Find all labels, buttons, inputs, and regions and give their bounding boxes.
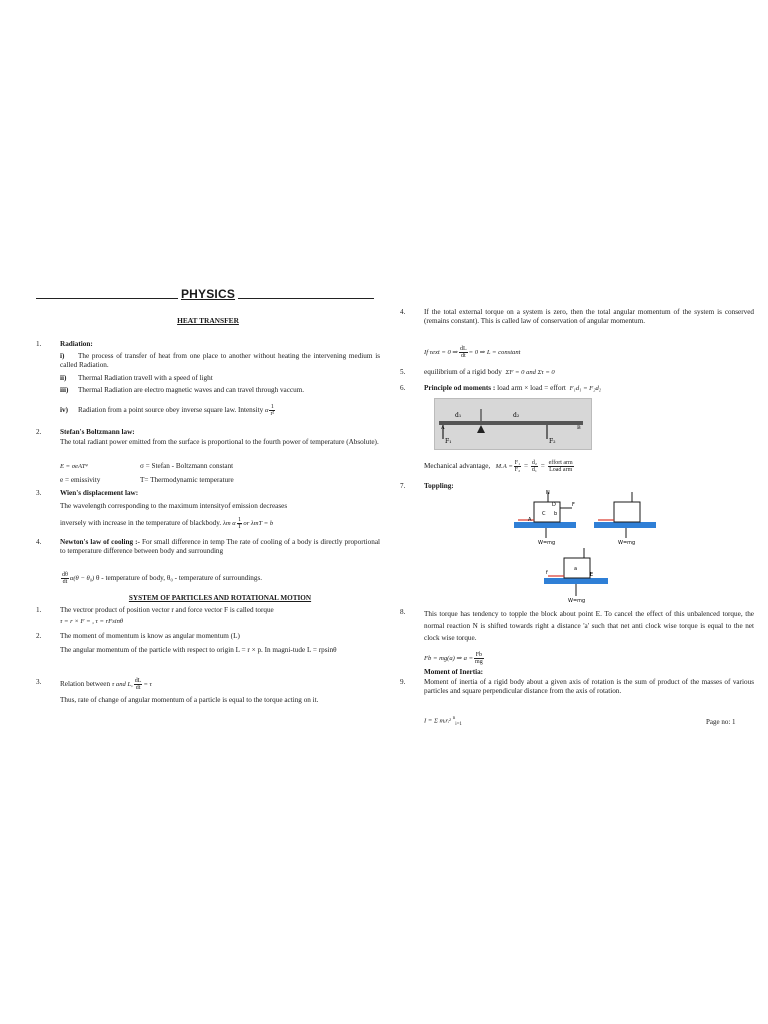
frac-bottom: dt — [460, 353, 466, 359]
relation-fraction — [134, 678, 143, 691]
item-number: 1. — [36, 606, 42, 614]
moments-line — [424, 384, 754, 393]
lever-label-a: A — [441, 425, 445, 431]
system-heading: SYSTEM OF PARTICLES AND ROTATIONAL MOTION — [128, 594, 312, 602]
diagram-label-weight-2: W=mg — [618, 540, 636, 546]
relation-text: Thus, rate of change of angular momentum of a particle is equal to the torque acting on it. — [60, 696, 319, 704]
diagram-label-n: N — [546, 490, 550, 496]
stefan-eq: E = σeAT⁴ — [60, 463, 88, 470]
ground-surface-1 — [514, 522, 576, 528]
point-text: Radiation from a point source obey inverse square law. Intensity — [78, 406, 264, 415]
lever-beam — [439, 421, 583, 425]
point-tag: iii) — [60, 386, 69, 394]
newton-eq — [60, 572, 380, 585]
diagram-label-c: C — [542, 511, 546, 517]
item-number: 3. — [36, 678, 42, 686]
stefan-text: The total radiant power emitted from the surface is proportional to the fourth power of temperature (Absolute). — [60, 438, 379, 446]
item-heading: Principle od moments : — [424, 384, 496, 392]
relation-line — [60, 678, 380, 691]
stefan-def: σ = Stefan - Boltzmann constant — [140, 462, 234, 470]
conservation-eq-pre: If τext = 0 ⇒ — [424, 349, 458, 357]
fulcrum-icon — [477, 425, 485, 433]
item-number: 6. — [400, 384, 406, 392]
stefan-row-1 — [60, 462, 380, 471]
angmom-text: The moment of momentum is know as angular momentum (L) — [60, 632, 240, 640]
newton-body: For small difference in temp The rate of cooling of a body is directly proportional to temperature difference between body and surrounding — [60, 538, 381, 555]
item-heading: Toppling: — [424, 482, 454, 490]
item-number: 1. — [36, 340, 42, 348]
item-number: 8. — [400, 608, 406, 616]
item-heading: Wien's displacement law: — [60, 489, 139, 497]
newton-text — [60, 538, 380, 556]
relation-eq-pre: τ and L, — [111, 681, 133, 689]
frac-bottom: dt — [135, 685, 141, 691]
moi-upper-limit: n — [452, 716, 456, 721]
ground-surface-3 — [544, 578, 608, 584]
frac-top: dθ — [62, 572, 68, 578]
item-number: 3. — [36, 489, 42, 497]
lever-diagram — [435, 399, 591, 449]
wien-eq-post: or λmT = b — [243, 520, 274, 528]
radiation-point-2 — [60, 374, 380, 383]
frac-bottom: d₁ — [531, 467, 537, 473]
frac-top: F₁ — [514, 460, 521, 466]
conservation-text: If the total external torque on a system is zero, then the total angular momentum of the system is conserved (remains constant). This is called law of conservation of angular momentum. — [424, 308, 754, 325]
equilibrium-line — [424, 368, 754, 377]
item-number: 4. — [36, 538, 42, 546]
conservation-fraction — [459, 346, 468, 359]
point-tag: ii) — [60, 374, 67, 382]
item-number: 5. — [400, 368, 406, 376]
emissivity-def: e = emissivity — [60, 476, 101, 484]
wien-text-2: inversely with increase in the temperature of blackbody. — [60, 519, 222, 528]
frac-top: effort arm — [548, 460, 573, 466]
frac-top: 1 — [270, 404, 274, 410]
moi-eq-text: I = Σ mᵢrᵢ² — [424, 717, 451, 725]
diagram-label-weight-1: W=mg — [538, 540, 556, 546]
section-subtitle: HEAT TRANSFER — [177, 316, 239, 325]
item-number: 2. — [36, 632, 42, 640]
page-number: Page no: 1 — [706, 718, 736, 726]
toppling-diagram — [508, 490, 668, 610]
newton-eq-tail: α(θ − θ₀) — [69, 575, 95, 583]
inverse-square-fraction — [269, 404, 275, 417]
item-heading: Stefan's Boltzmann law: — [60, 428, 135, 436]
point-text: Thermal Radiation travell with a speed of light — [78, 374, 213, 382]
force-ratio-fraction — [514, 460, 521, 473]
diagram-label-b: b — [554, 511, 558, 517]
lever-label-f1: F₁ — [445, 438, 452, 445]
item-number: 4. — [400, 308, 406, 316]
lever-label-f2: F₂ — [549, 438, 556, 445]
mech-adv-eq-pre: M.A = — [495, 463, 513, 471]
point-text: The process of transfer of heat from one place to another without heating the intervening medium is called Radiation. — [60, 352, 380, 369]
moi-lower-limit: i=1 — [455, 721, 462, 727]
torque-balance-text: This torque has tendency to topple the block about point E. To cancel the effect of this unbalenced torque, the normal reaction N is shifted towards right a distance 'a' such that net anti clock wise torque is equal to the net clock wise torque. — [424, 610, 754, 642]
ground-surface-2 — [594, 522, 656, 528]
equilibrium-eq: ΣF = 0 and Στ = 0 — [505, 369, 555, 376]
frac-bottom: Load arm — [549, 467, 573, 473]
lever-label-d2: d₂ — [513, 412, 520, 419]
item-number: 2. — [36, 428, 42, 436]
lever-label-d1: d₁ — [455, 412, 462, 419]
moi-eq — [424, 714, 754, 729]
frac-top: Fb — [475, 652, 483, 658]
diagram-label-friction: f — [546, 570, 548, 576]
frac-top: dL — [459, 346, 467, 352]
torque-balance-eq — [424, 652, 754, 665]
moi-text: Moment of inertia of a rigid body about a given axis of rotation is the sum of product of the masses of various particles and square perpendicular distance from the axis of rotation. — [424, 678, 754, 695]
conservation-eq — [424, 346, 754, 359]
item-heading: Radiation: — [60, 340, 93, 348]
moments-eq: F₁d₁ = F₂d₂ — [569, 385, 602, 392]
point-tag: i) — [60, 352, 65, 360]
item-number: 7. — [400, 482, 406, 490]
moi-heading: Moment of Inertia: — [424, 668, 484, 676]
mech-adv-label: Mechanical advantage, — [424, 462, 491, 471]
distance-ratio-fraction — [531, 460, 538, 473]
newton-eq-note: θ - temperature of body, θ₀ - temperature of surroundings. — [96, 574, 263, 583]
point-tag: iv) — [60, 406, 68, 415]
wien-line-2 — [60, 517, 380, 530]
diagram-label-f: F — [572, 502, 575, 508]
diagram-label-d: D — [552, 502, 556, 508]
conservation-eq-post: = 0 ⇒ L = constant — [468, 349, 521, 357]
balance-fraction — [474, 652, 484, 665]
frac-top: 1 — [238, 517, 242, 523]
page-title: PHYSICS — [36, 290, 380, 299]
item-number: 9. — [400, 678, 406, 686]
point-text: Thermal Radiation are electro magnetic waves and can travel through vaccum. — [78, 386, 305, 394]
frac-bottom: T — [237, 524, 242, 530]
moments-text: load arm × load = effort — [497, 384, 566, 392]
radiation-point-3 — [60, 386, 380, 395]
torque-text: The vectror product of position vector r and force vector F is called torque — [60, 606, 274, 614]
block-2 — [614, 502, 640, 522]
diagram-label-a2: a — [574, 566, 578, 572]
frac-top: d₂ — [531, 460, 537, 466]
intensity-eq-prefix: α — [264, 407, 269, 415]
relation-label: Relation between — [60, 680, 111, 689]
temperature-def: T= Thermodynamic temperature — [140, 476, 234, 484]
wien-eq-pre: λm α — [223, 520, 236, 528]
frac-bottom: r² — [270, 411, 275, 417]
lever-label-b: B — [577, 425, 581, 431]
diagram-label-e: E — [590, 572, 594, 578]
frac-bottom: dt — [62, 579, 68, 585]
frac-bottom: mg — [475, 659, 483, 665]
relation-eq-post: = τ — [143, 681, 152, 689]
radiation-point-4 — [60, 404, 380, 417]
wien-text: The wavelength corresponding to the maximum intensityof emission decreases — [60, 502, 288, 510]
mech-adv-line: Mechanical advantage, M.A = $\frac{\text{F₁}}{\text{F₂}}$ = $\frac{\text{d₂}}{\text{d₁}}$ = $\frac{\text{effort arm}}{\text{Load arm}}$ — [424, 460, 573, 473]
balance-eq-pre: Fb = mg(a) ⇒ a = — [424, 655, 474, 663]
equilibrium-text: equilibrium of a rigid body — [424, 368, 502, 376]
frac-bottom: F₂ — [514, 467, 521, 473]
newton-fraction — [61, 572, 69, 585]
arm-ratio-fraction — [548, 460, 574, 473]
diagram-label-a: A — [528, 517, 532, 523]
radiation-point-1 — [60, 352, 380, 370]
stefan-row-2 — [60, 476, 380, 485]
frac-top: dL — [134, 678, 142, 684]
lever-photo — [434, 398, 592, 450]
angmom-text-2: The angular momentum of the particle with respect to origin L = r × p. In magni-tude L = rpsinθ — [60, 646, 337, 654]
torque-eq: τ = r × F = , τ = rFsinθ — [60, 618, 124, 625]
item-heading: Newton's law of cooling :- — [60, 538, 140, 546]
diagram-label-weight-3: W=mg — [568, 598, 586, 604]
wien-fraction — [237, 517, 243, 530]
